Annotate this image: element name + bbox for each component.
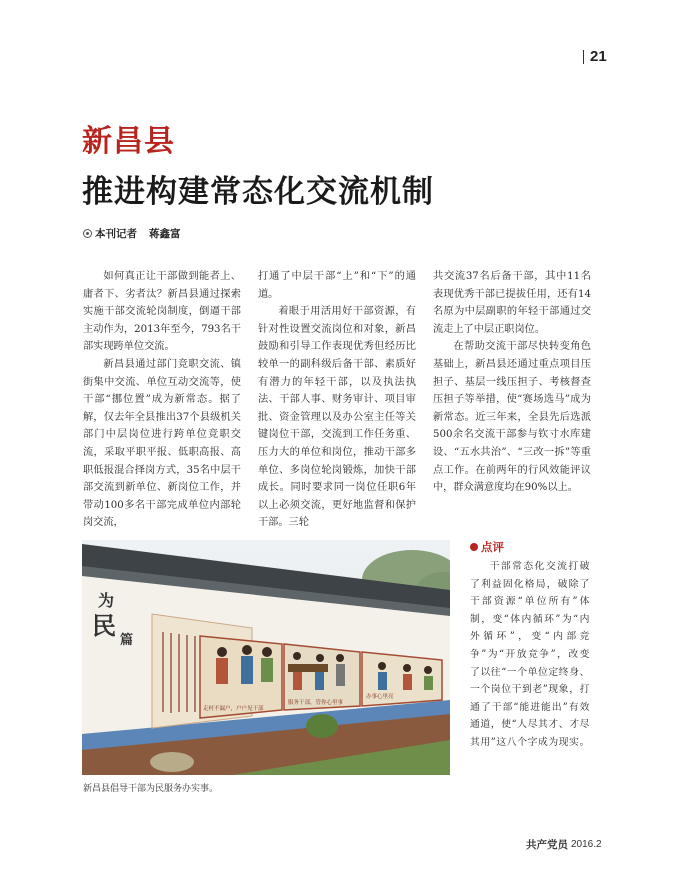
issue-number: 2016.2 (571, 839, 602, 850)
mural-title-pian: 篇 (120, 633, 134, 648)
byline-author: 蒋鑫富 (149, 228, 181, 240)
page-footer (526, 837, 602, 852)
paragraph: 打通了中层干部“上”和“下”的通道。 (258, 271, 416, 300)
paragraph: 如何真正让干部做到能者上、庸者下、劣者汰？新昌县通过探索实施干部交流轮岗制度，倒逼干部主动作为，2013年至今，793名干部实现跨单位交流。 (83, 271, 241, 353)
paragraph: 在帮助交流干部尽快转变角色基础上，新昌县还通过重点项目压担子、基层一线压担子、考核督查压担子等举措，使“赛场选马”成为新常态。近三年来，全县先后选派500余名交流干部参与钦寸水库建设、“五水共治”、“三改一拆”等重点工作。在前两年的行风效能评议中，群众满意度均在90%以上。 (433, 341, 591, 494)
article-title-main: 推进构建常态化交流机制 (82, 174, 434, 210)
comment-heading-label: 点评 (481, 540, 504, 554)
mural-caption-1: 走村不漏户，户户见干部 (203, 706, 264, 712)
article-title-county: 新昌县 (82, 124, 175, 159)
page-number: 21 (590, 48, 607, 65)
comment-body (470, 558, 590, 752)
magazine-logo: 共产党员 (526, 839, 568, 851)
page-number-divider (583, 50, 584, 64)
paragraph: 着眼于用活用好干部资源，有针对性设置交流岗位和对象，新昌鼓励和引导工作表现优秀但经历比较单一的副科级后备干部、素质好有潜力的年轻干部，以及执法执法、干部人事、财务审计、项目审批、资金管理以及办公室主任等关键岗位干部，交流到工作任务重、压力大的单位和岗位，推动干部多单位、多岗位轮岗锻炼，加快干部成长。同时要求同一岗位任职6年以上必须交流，更好地监督和保护干部。三轮 (258, 306, 416, 529)
mural-photo (82, 540, 450, 775)
bullet-icon (83, 229, 92, 238)
article-column-3 (433, 268, 591, 497)
byline (83, 226, 181, 241)
photo-caption: 新昌县倡导干部为民服务办实事。 (83, 784, 219, 794)
mural-caption-3: 办事心里亮 (366, 694, 394, 700)
mural-title-wei: 为 (98, 591, 115, 610)
bullet-icon (470, 543, 478, 551)
comment-heading (470, 539, 504, 555)
paragraph: 新昌县通过部门竞职交流、镇街集中交流、单位互动交流等，使干部“挪位置”成为新常态。据了解，仅去年全县推出37个县级机关部门中层岗位进行跨单位竞职交流，采取平职平报、低职高报、高职低报混合择岗方式，35名中层干部交流到新单位、新岗位工作，并带动100多名干部完成单位内部轮岗交流， (83, 358, 241, 529)
byline-label: 本刊记者 (95, 228, 137, 240)
paragraph: 共交流37名后备干部，其中11名表现优秀干部已提拔任用，还有14名原为中层副职的年轻干部通过交流走上了中层正职岗位。 (433, 271, 591, 335)
mural-title-min: 民 (92, 612, 116, 640)
mural-caption-2: 服务干部，管你心里事 (288, 700, 344, 706)
article-column-2 (258, 268, 416, 532)
comment-text: 干部常态化交流打破了利益固化格局，破除了干部资源“单位所有”体制，变“体内循环”为“内外循环”，变“内部竞争”为“开放竞争”，改变了以往“一个单位定终身、一个岗位干到老”现象，打通了干部“能进能出”有效通道，使“人尽其才、才尽其用”这八个字成为现实。 (470, 561, 590, 748)
article-column-1 (83, 268, 241, 532)
